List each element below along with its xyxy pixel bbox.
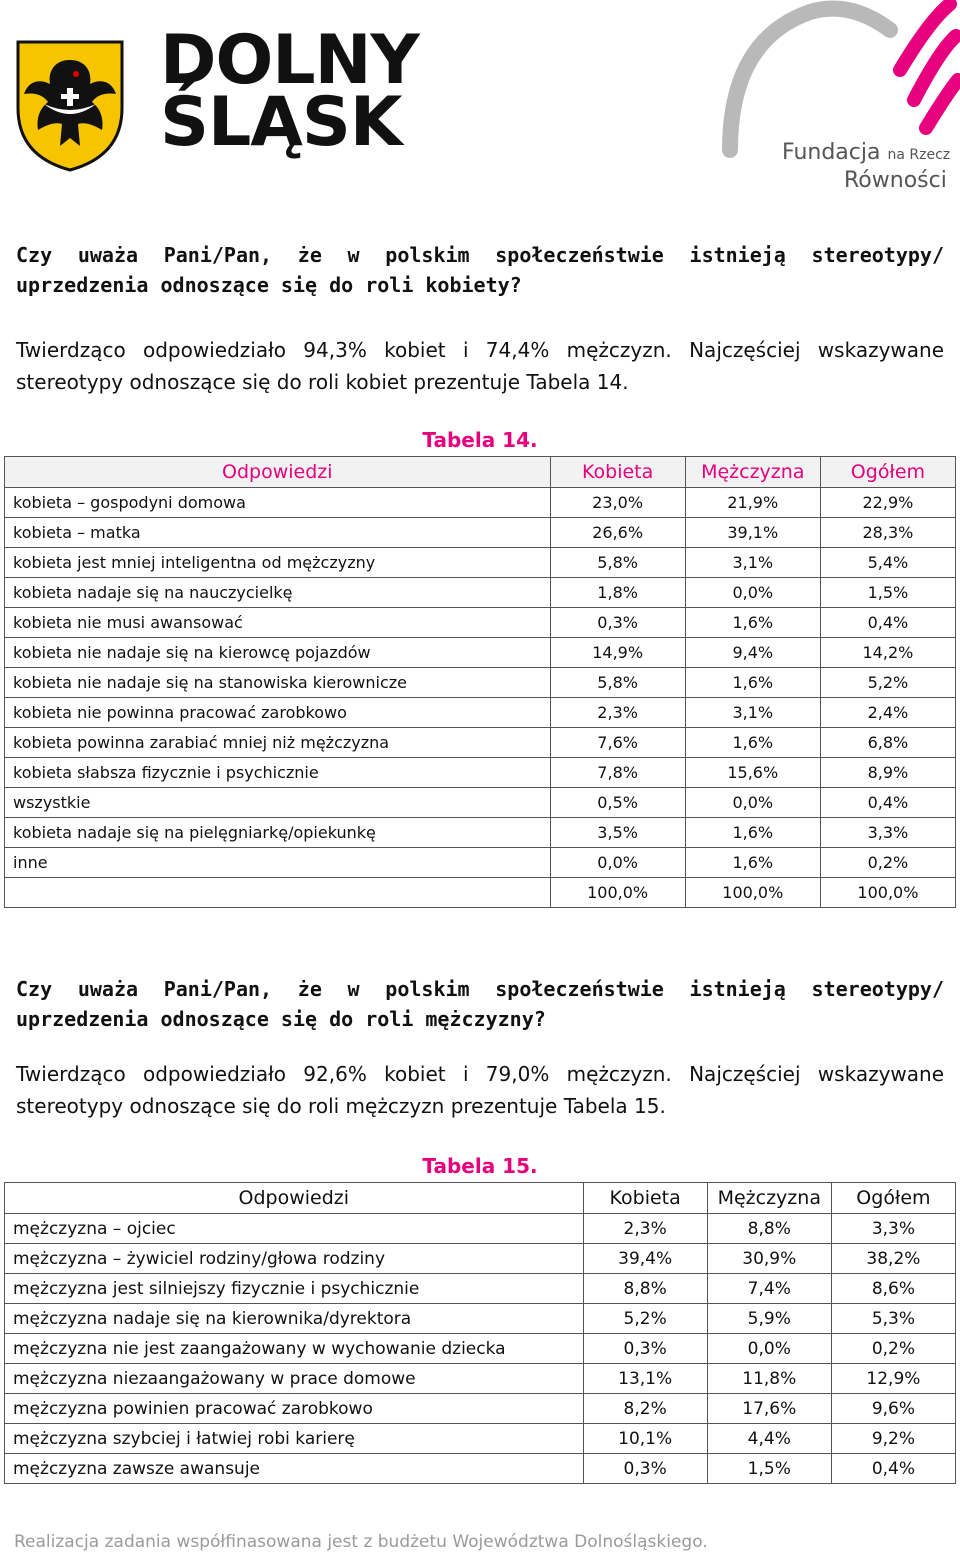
value-cell: 0,4% xyxy=(820,788,955,818)
value-cell: 5,3% xyxy=(831,1304,955,1334)
value-cell: 7,8% xyxy=(550,758,685,788)
value-cell: 0,0% xyxy=(707,1334,831,1364)
value-cell: 9,2% xyxy=(831,1424,955,1454)
value-cell: 10,1% xyxy=(583,1424,707,1454)
value-cell: 0,2% xyxy=(820,848,955,878)
value-cell: 5,9% xyxy=(707,1304,831,1334)
coat-of-arms-logo xyxy=(14,38,126,172)
table-row xyxy=(5,1364,956,1394)
value-cell: 12,9% xyxy=(831,1364,955,1394)
row-label-cell: mężczyzna nie jest zaangażowany w wychowanie dziecka xyxy=(5,1334,584,1364)
question-men: Czy uważa Pani/Pan, że w polskim społeczeństwie istnieją stereotypy/ uprzedzenia odnoszące się do roli mężczyzny? xyxy=(16,977,944,1031)
value-cell: 14,2% xyxy=(820,638,955,668)
value-cell: 3,3% xyxy=(820,818,955,848)
table-row xyxy=(5,878,956,908)
value-cell: 23,0% xyxy=(550,488,685,518)
value-cell: 4,4% xyxy=(707,1424,831,1454)
header-cell: Mężczyzna xyxy=(707,1183,831,1214)
value-cell: 5,2% xyxy=(820,668,955,698)
table-row xyxy=(5,1304,956,1334)
value-cell: 11,8% xyxy=(707,1364,831,1394)
table-row xyxy=(5,548,956,578)
table-row xyxy=(5,1454,956,1484)
table-row xyxy=(5,818,956,848)
value-cell: 13,1% xyxy=(583,1364,707,1394)
value-cell: 21,9% xyxy=(685,488,820,518)
value-cell: 100,0% xyxy=(550,878,685,908)
row-label-cell: mężczyzna jest silniejszy fizycznie i psychicznie xyxy=(5,1274,584,1304)
value-cell: 0,5% xyxy=(550,788,685,818)
row-label-cell: mężczyzna – ojciec xyxy=(5,1214,584,1244)
value-cell: 22,9% xyxy=(820,488,955,518)
value-cell: 8,9% xyxy=(820,758,955,788)
table-row xyxy=(5,1274,956,1304)
row-label-cell: kobieta – gospodyni domowa xyxy=(5,488,551,518)
table-row xyxy=(5,638,956,668)
value-cell: 1,5% xyxy=(707,1454,831,1484)
header-cell: Odpowiedzi xyxy=(5,457,551,488)
row-label-cell: mężczyzna niezaangażowany w prace domowe xyxy=(5,1364,584,1394)
value-cell: 7,6% xyxy=(550,728,685,758)
row-label-cell: mężczyzna – żywiciel rodziny/głowa rodziny xyxy=(5,1244,584,1274)
value-cell: 2,3% xyxy=(583,1214,707,1244)
table-row xyxy=(5,698,956,728)
value-cell: 1,6% xyxy=(685,818,820,848)
table-row xyxy=(5,578,956,608)
value-cell: 3,5% xyxy=(550,818,685,848)
value-cell: 1,6% xyxy=(685,848,820,878)
table-header-row xyxy=(5,457,956,488)
table-row xyxy=(5,848,956,878)
row-label-cell: inne xyxy=(5,848,551,878)
value-cell: 1,6% xyxy=(685,668,820,698)
row-label-cell: kobieta nadaje się na nauczycielkę xyxy=(5,578,551,608)
value-cell: 3,3% xyxy=(831,1214,955,1244)
value-cell: 38,2% xyxy=(831,1244,955,1274)
value-cell: 100,0% xyxy=(685,878,820,908)
intro-paragraph-women: Twierdząco odpowiedziało 94,3% kobiet i 74,4% mężczyzn. Najczęściej wskazywane stereotypy odnoszące się do roli kobiet prezentuje Tabela 14. xyxy=(16,338,944,394)
table-row xyxy=(5,1334,956,1364)
intro-paragraph-men: Twierdząco odpowiedziało 92,6% kobiet i 79,0% mężczyzn. Najczęściej wskazywane stereotypy odnoszące się do roli mężczyzn prezentuje Tabela 15. xyxy=(16,1062,944,1118)
row-label-cell: mężczyzna nadaje się na kierownika/dyrektora xyxy=(5,1304,584,1334)
row-label-cell: mężczyzna zawsze awansuje xyxy=(5,1454,584,1484)
value-cell: 0,3% xyxy=(583,1454,707,1484)
value-cell: 17,6% xyxy=(707,1394,831,1424)
row-label-cell: kobieta jest mniej inteligentna od mężczyzny xyxy=(5,548,551,578)
value-cell: 39,1% xyxy=(685,518,820,548)
value-cell: 1,6% xyxy=(685,728,820,758)
value-cell: 5,8% xyxy=(550,668,685,698)
table-row xyxy=(5,608,956,638)
question-women: Czy uważa Pani/Pan, że w polskim społeczeństwie istnieją stereotypy/ uprzedzenia odnoszące się do roli kobiety? xyxy=(16,243,944,297)
table-15 xyxy=(4,1182,956,1484)
table-row xyxy=(5,1214,956,1244)
value-cell: 8,2% xyxy=(583,1394,707,1424)
table-row xyxy=(5,1244,956,1274)
value-cell: 0,0% xyxy=(550,848,685,878)
brand-line-1: DOLNY xyxy=(160,21,419,100)
table-row xyxy=(5,668,956,698)
value-cell: 9,6% xyxy=(831,1394,955,1424)
value-cell: 1,5% xyxy=(820,578,955,608)
table-15-body xyxy=(5,1214,956,1484)
value-cell: 1,8% xyxy=(550,578,685,608)
value-cell: 26,6% xyxy=(550,518,685,548)
table-14 xyxy=(4,456,956,908)
value-cell: 0,2% xyxy=(831,1334,955,1364)
foundation-name-part2: na Rzecz xyxy=(887,147,951,163)
header-cell: Ogółem xyxy=(831,1183,955,1214)
value-cell: 3,1% xyxy=(685,548,820,578)
foundation-name-part3: Równości xyxy=(844,168,947,193)
header-cell: Mężczyzna xyxy=(685,457,820,488)
table-row xyxy=(5,728,956,758)
row-label-cell: kobieta powinna zarabiać mniej niż mężczyzna xyxy=(5,728,551,758)
value-cell: 39,4% xyxy=(583,1244,707,1274)
row-label-cell: mężczyzna powinien pracować zarobkowo xyxy=(5,1394,584,1424)
table-15-caption: Tabela 15. xyxy=(422,1154,538,1178)
table-14-body xyxy=(5,488,956,908)
table-row xyxy=(5,1424,956,1454)
value-cell: 2,4% xyxy=(820,698,955,728)
value-cell: 8,8% xyxy=(583,1274,707,1304)
row-label-cell: kobieta nie powinna pracować zarobkowo xyxy=(5,698,551,728)
value-cell: 0,4% xyxy=(831,1454,955,1484)
row-label-cell: kobieta – matka xyxy=(5,518,551,548)
value-cell: 1,6% xyxy=(685,608,820,638)
brand-line-2: ŚLĄSK xyxy=(160,83,402,162)
value-cell: 6,8% xyxy=(820,728,955,758)
value-cell: 3,1% xyxy=(685,698,820,728)
value-cell: 0,0% xyxy=(685,578,820,608)
value-cell: 5,4% xyxy=(820,548,955,578)
table-row xyxy=(5,488,956,518)
table-row xyxy=(5,788,956,818)
value-cell: 7,4% xyxy=(707,1274,831,1304)
value-cell: 0,0% xyxy=(685,788,820,818)
row-label-cell: kobieta nadaje się na pielęgniarkę/opiekunkę xyxy=(5,818,551,848)
row-label-cell: kobieta nie nadaje się na kierowcę pojazdów xyxy=(5,638,551,668)
value-cell: 0,3% xyxy=(550,608,685,638)
table-14-caption: Tabela 14. xyxy=(422,428,538,452)
value-cell: 8,6% xyxy=(831,1274,955,1304)
value-cell: 0,4% xyxy=(820,608,955,638)
value-cell: 5,8% xyxy=(550,548,685,578)
row-label-cell: kobieta nie musi awansować xyxy=(5,608,551,638)
header-cell: Ogółem xyxy=(820,457,955,488)
table-row xyxy=(5,758,956,788)
row-label-cell xyxy=(5,878,551,908)
value-cell: 2,3% xyxy=(550,698,685,728)
row-label-cell: kobieta słabsza fizycznie i psychicznie xyxy=(5,758,551,788)
brand-wordmark xyxy=(160,21,419,162)
value-cell: 100,0% xyxy=(820,878,955,908)
row-label-cell: kobieta nie nadaje się na stanowiska kierownicze xyxy=(5,668,551,698)
table-row xyxy=(5,518,956,548)
page-header xyxy=(0,0,960,200)
value-cell: 30,9% xyxy=(707,1244,831,1274)
value-cell: 14,9% xyxy=(550,638,685,668)
table-row xyxy=(5,1394,956,1424)
header-cell: Kobieta xyxy=(583,1183,707,1214)
value-cell: 28,3% xyxy=(820,518,955,548)
table-header-row xyxy=(5,1183,956,1214)
header-cell: Kobieta xyxy=(550,457,685,488)
foundation-name-part1: Fundacja xyxy=(782,140,881,165)
value-cell: 8,8% xyxy=(707,1214,831,1244)
row-label-cell: wszystkie xyxy=(5,788,551,818)
header-cell: Odpowiedzi xyxy=(5,1183,584,1214)
value-cell: 5,2% xyxy=(583,1304,707,1334)
value-cell: 0,3% xyxy=(583,1334,707,1364)
row-label-cell: mężczyzna szybciej i łatwiej robi karierę xyxy=(5,1424,584,1454)
footer-funding-note: Realizacja zadania współfinasowana jest z budżetu Województwa Dolnośląskiego. xyxy=(14,1532,708,1552)
value-cell: 9,4% xyxy=(685,638,820,668)
value-cell: 15,6% xyxy=(685,758,820,788)
foundation-name xyxy=(782,140,950,194)
